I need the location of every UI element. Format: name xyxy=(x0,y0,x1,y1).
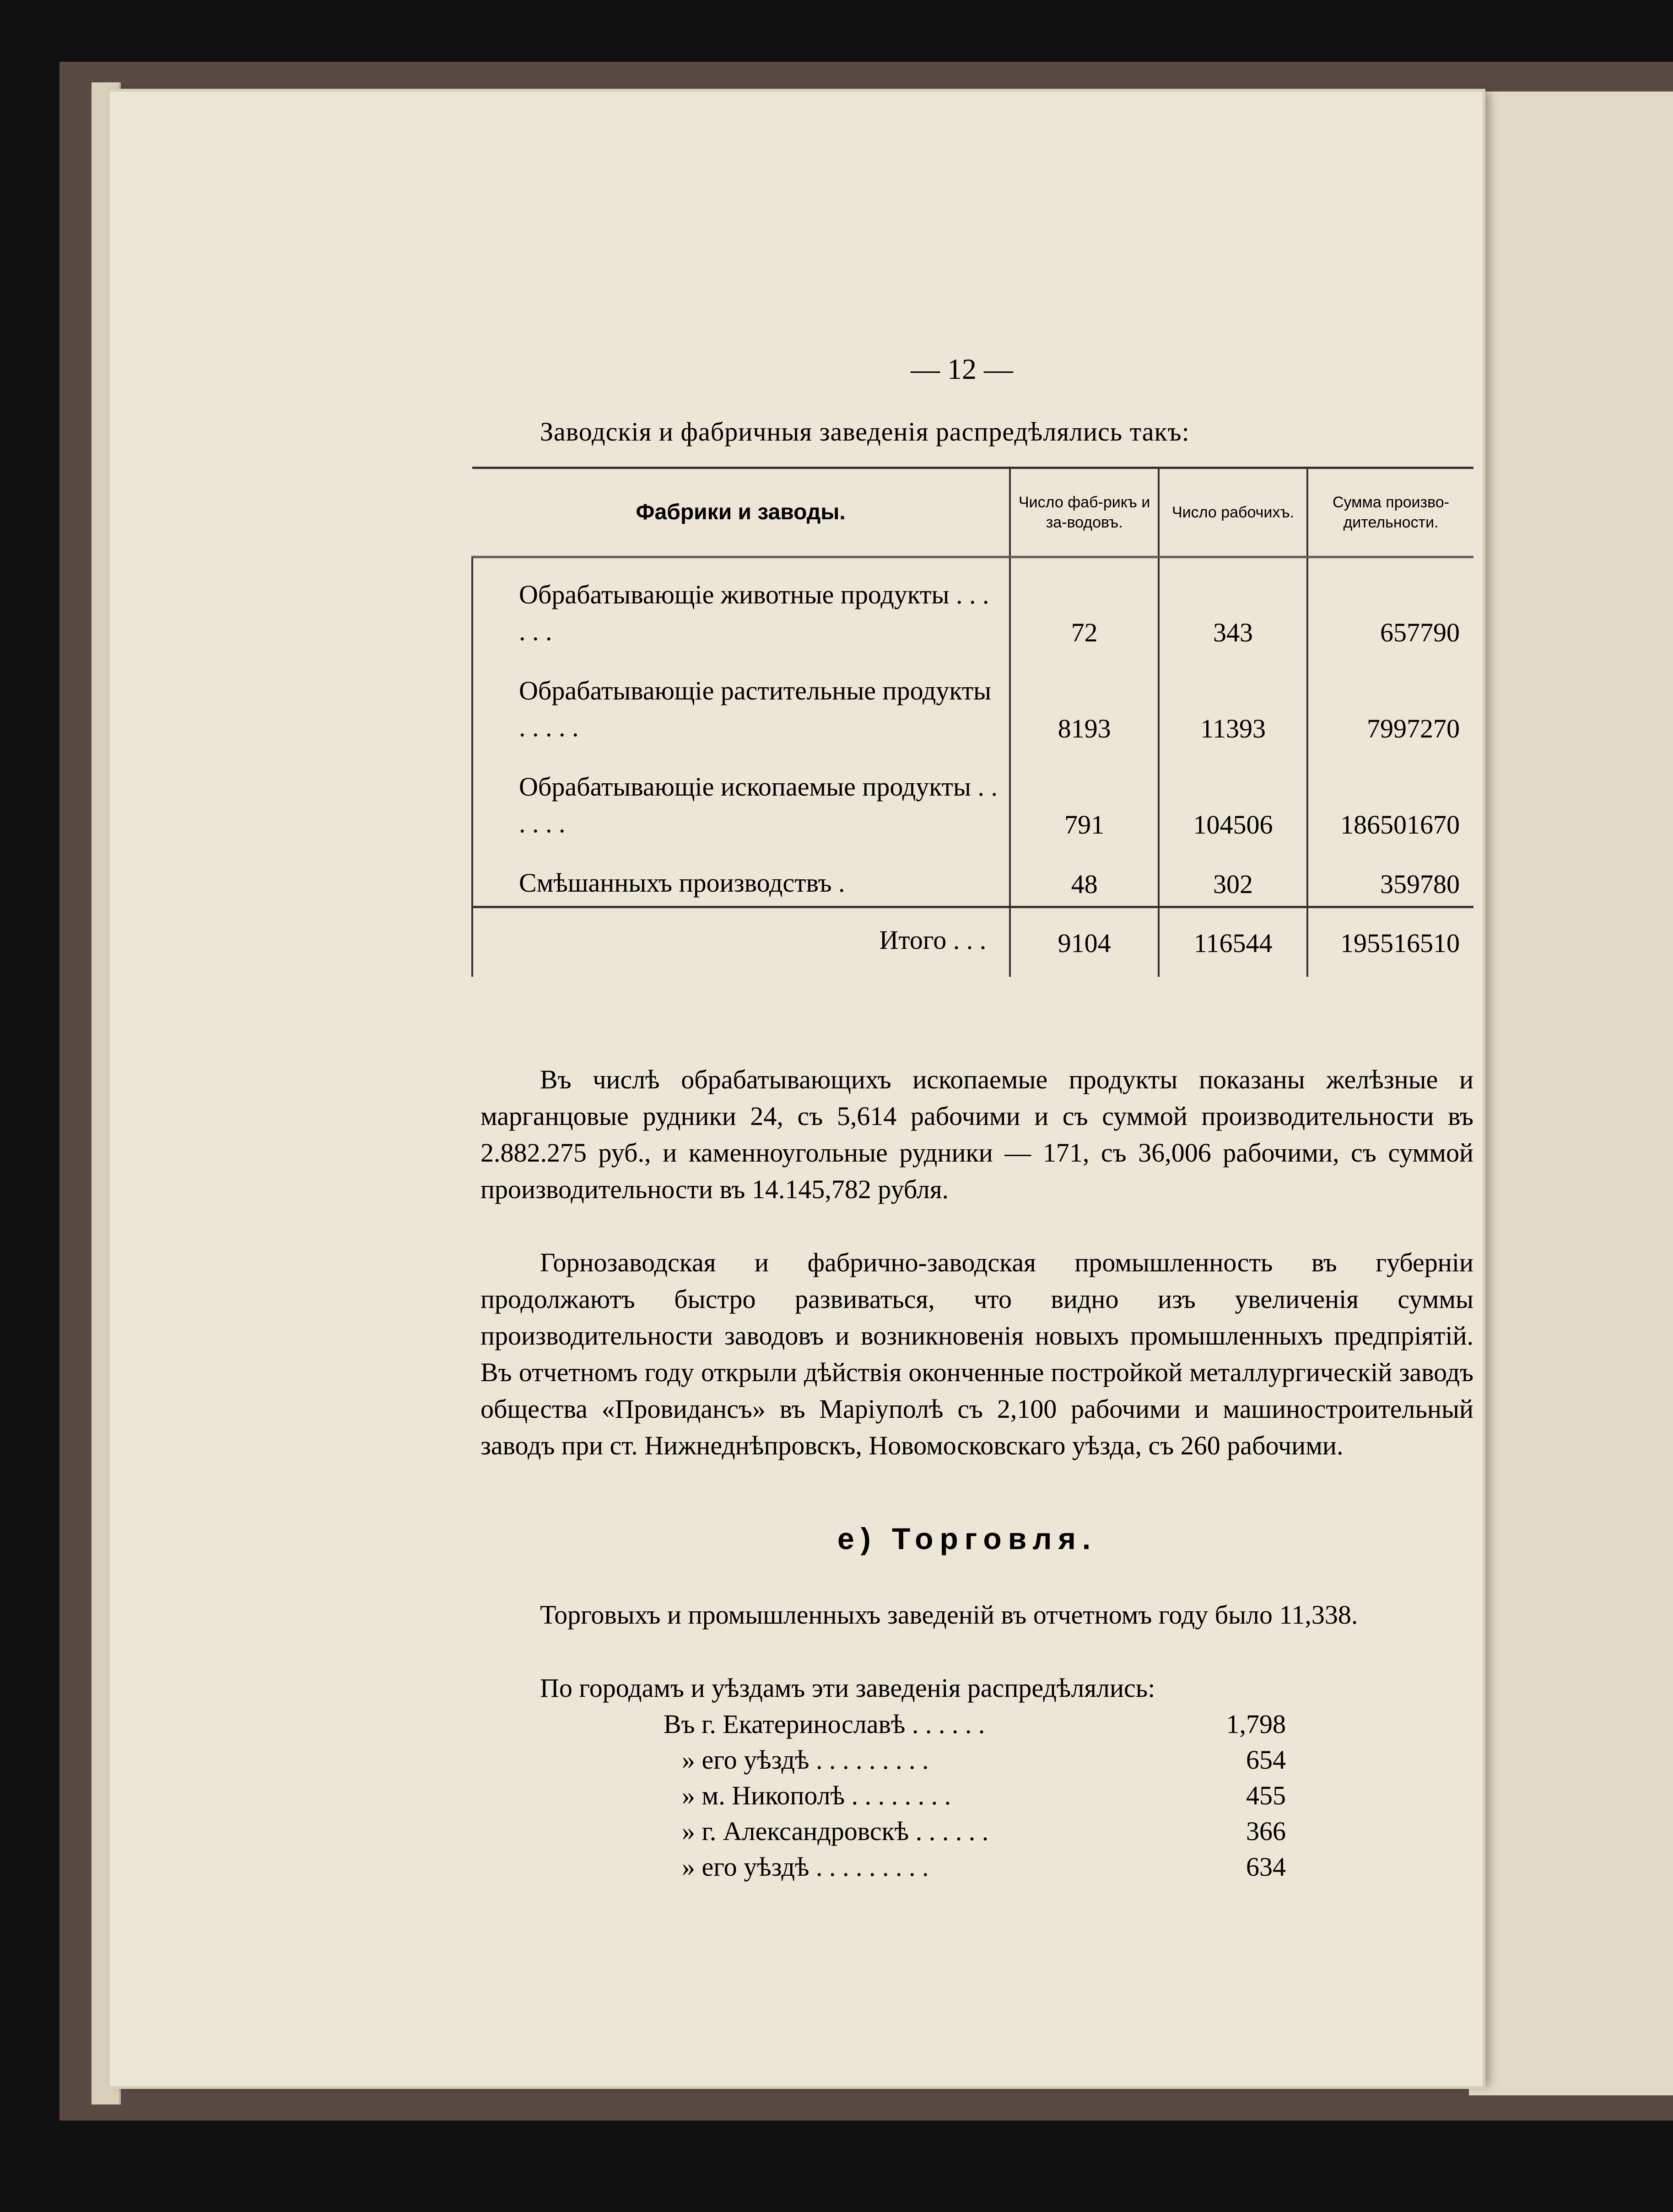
list-item-value: 455 xyxy=(1246,1781,1286,1810)
table-header-row xyxy=(472,468,1473,557)
paragraph-mines: Въ числѣ обрабатывающихъ ископаемые продукты показаны желѣзные и марганцовые рудники 24, съ 5,614 рабочими и съ суммой производительности въ 2.882.275 руб., и каменноугольные рудники — 171, съ 36,006 рабочими, съ суммой производительности въ 14.145,782 рубля. xyxy=(480,1065,1473,1204)
header-sum: Сумма произво-дительности. xyxy=(1307,468,1473,557)
row-workers: 302 xyxy=(1159,846,1307,907)
table-row xyxy=(472,557,1473,655)
row-count: 8193 xyxy=(1010,654,1159,750)
list-item-label: » м. Никополѣ . . . . . . . . xyxy=(682,1781,951,1810)
row-name: Обрабатывающіе растительные продукты . . . . . xyxy=(472,654,1010,750)
row-name: Обрабатывающіе животные продукты . . . . . . xyxy=(472,557,1010,655)
list-item-label: » г. Александровскѣ . . . . . . xyxy=(682,1816,989,1846)
row-count: 791 xyxy=(1010,750,1159,846)
header-factories: Фабрики и заводы. xyxy=(472,468,1010,557)
table-total-row xyxy=(472,907,1473,977)
row-name: Смѣшанныхъ производствъ . xyxy=(472,846,1010,907)
row-workers: 104506 xyxy=(1159,750,1307,846)
list-item-label: Въ г. Екатеринославѣ . . . . . . xyxy=(664,1709,985,1739)
total-sum: 195516510 xyxy=(1307,907,1473,977)
row-workers: 11393 xyxy=(1159,654,1307,750)
row-count: 48 xyxy=(1010,846,1159,907)
facing-page xyxy=(1469,91,1673,2095)
table-row xyxy=(472,750,1473,846)
row-sum: 359780 xyxy=(1307,846,1473,907)
list-item-label: » его уѣздѣ . . . . . . . . . xyxy=(682,1745,929,1775)
page-number: — 12 — xyxy=(911,353,1013,385)
list-item-value: 654 xyxy=(1246,1745,1286,1775)
list-item-value: 1,798 xyxy=(1226,1709,1286,1739)
table-row xyxy=(472,846,1473,907)
total-count: 9104 xyxy=(1010,907,1159,977)
table-intro: Заводскія и фабричныя заведенія распредѣлялись такъ: xyxy=(540,417,1190,447)
list-item-value: 634 xyxy=(1246,1852,1286,1882)
total-label: Итого . . . xyxy=(472,907,1010,977)
row-sum: 657790 xyxy=(1307,557,1473,655)
row-sum: 186501670 xyxy=(1307,750,1473,846)
total-workers: 116544 xyxy=(1159,907,1307,977)
paragraph-industry: Горнозаводская и фабрично-заводская промышленность въ губерніи продолжаютъ быстро развиваться, что видно изъ увеличенія суммы производительности заводовъ и возникновенія новыхъ промышленныхъ предпріятій. Въ отчетномъ году открыли дѣйствія оконченные постройкой металлургическій заводъ общества «Провидансъ» въ Маріуполѣ съ 2,100 рабочими и машиностроительный заводъ при ст. Нижнеднѣпровскъ, Новомосковскаго уѣзда, съ 260 рабочими. xyxy=(480,1248,1473,1460)
paragraph-trade-total: Торговыхъ и промышленныхъ заведеній въ отчетномъ году было 11,338. xyxy=(540,1600,1358,1630)
row-count: 72 xyxy=(1010,557,1159,655)
table-row xyxy=(472,654,1473,750)
section-heading-trade: е) Торговля. xyxy=(837,1522,1097,1555)
row-name: Обрабатывающіе ископаемые продукты . . . . . . xyxy=(472,750,1010,846)
factories-table xyxy=(471,467,1473,977)
header-count: Число фаб-рикъ и за-водовъ. xyxy=(1010,468,1159,557)
row-workers: 343 xyxy=(1159,557,1307,655)
paragraph-trade-intro: По городамъ и уѣздамъ эти заведенія распредѣлялись: xyxy=(540,1673,1155,1703)
header-workers: Число рабочихъ. xyxy=(1159,468,1307,557)
list-item-value: 366 xyxy=(1246,1816,1286,1846)
list-item-label: » его уѣздѣ . . . . . . . . . xyxy=(682,1852,929,1882)
row-sum: 7997270 xyxy=(1307,654,1473,750)
